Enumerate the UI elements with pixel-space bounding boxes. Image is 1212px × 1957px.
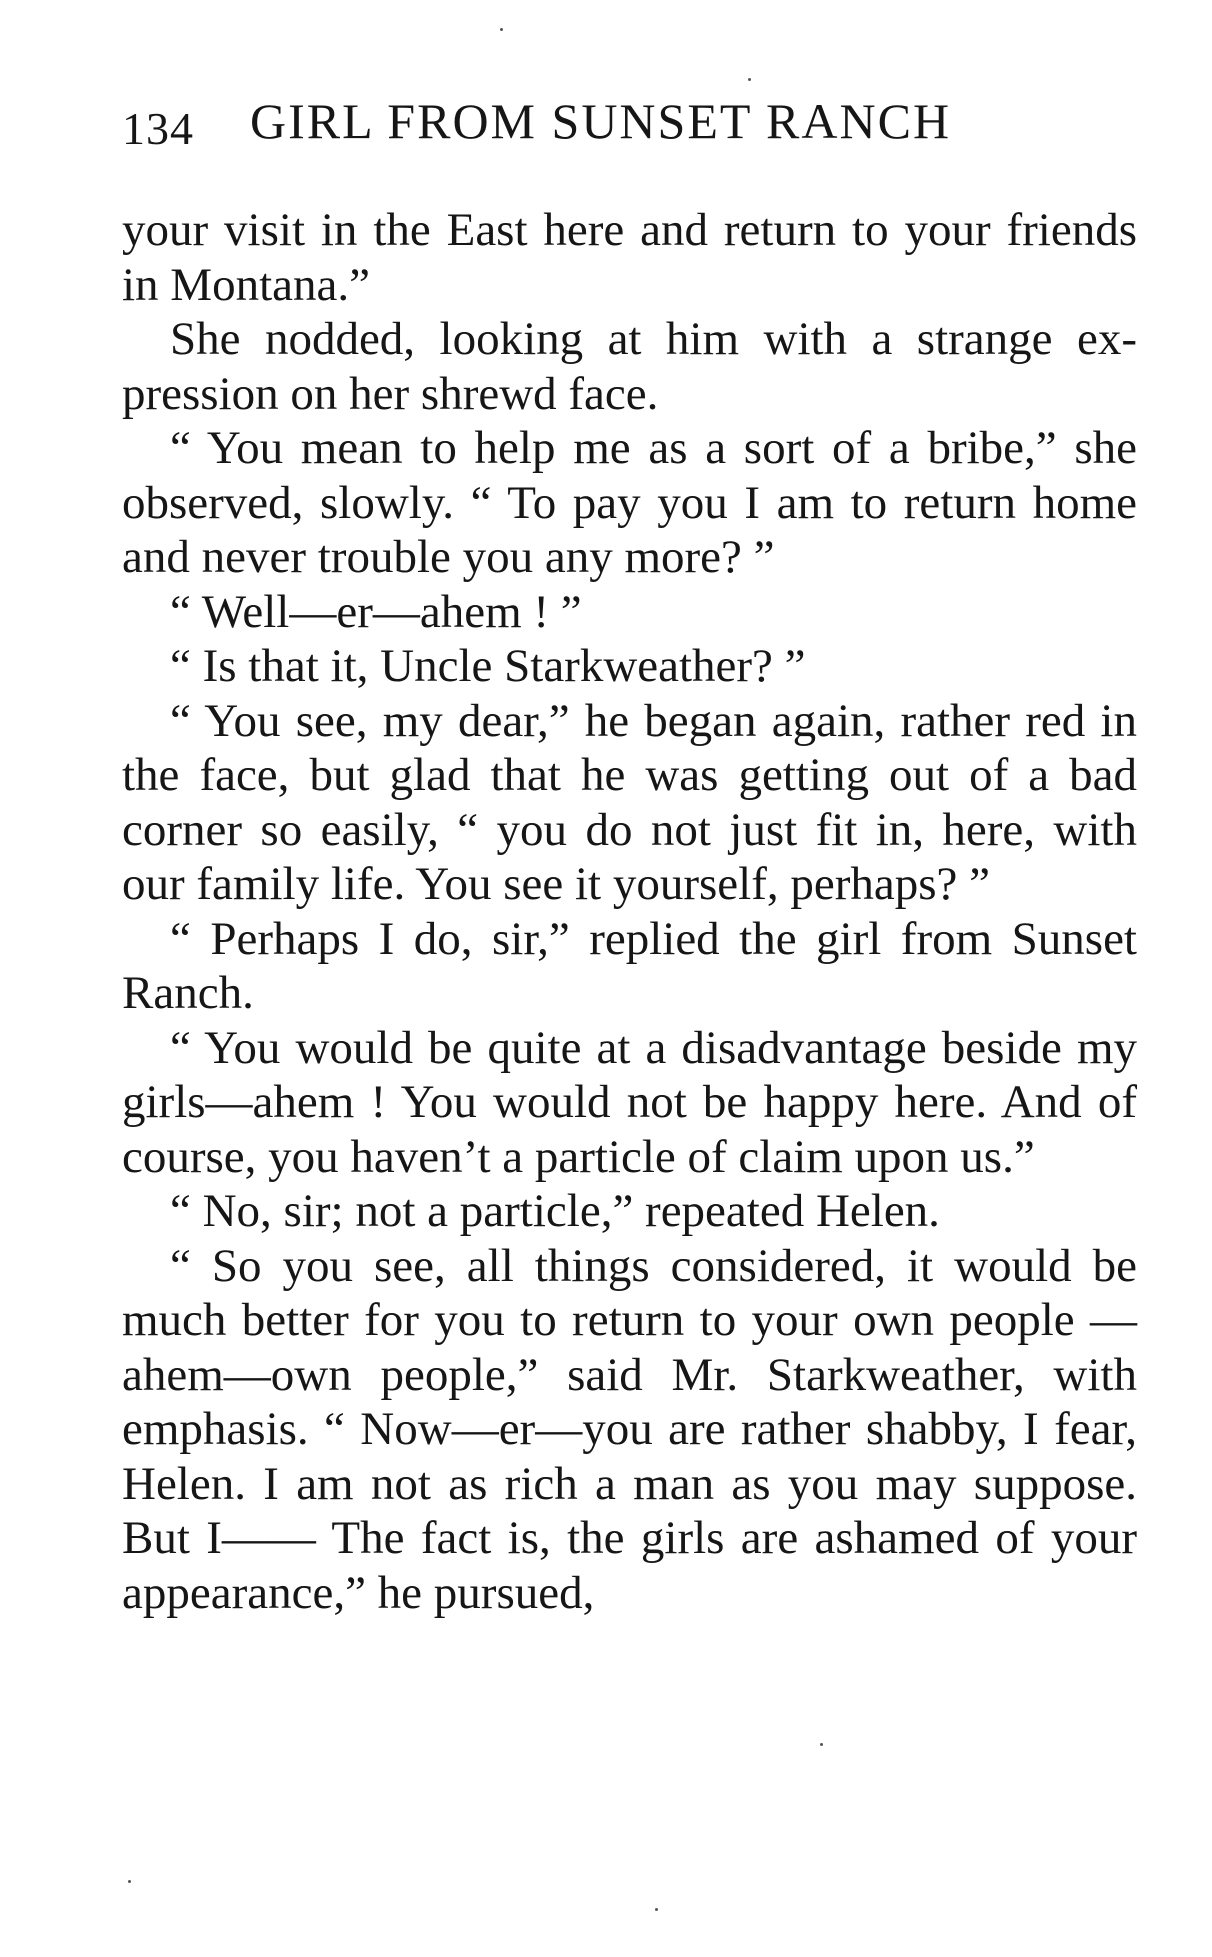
paragraph-continuation: your visit in the East here and return to your friends in Montana.” bbox=[122, 204, 1137, 311]
paragraph: “ You would be quite at a disadvantage beside my girls—ahem ! You would not be happy here. And of course, you haven’t a particle of claim upon us.” bbox=[122, 1021, 1137, 1183]
paper-speck bbox=[128, 1880, 131, 1883]
paragraph: “ So you see, all things considered, it would be much better for you to return to your own people —ahem—own people,” said Mr. Starkweather, with emphasis. “ Now—er—you are rather shabby, I fear, Helen. I am not as rich a man as you may suppose. But I—— The fact is, the girls are ashamed of your appearance,” he pursued, bbox=[122, 1239, 1137, 1619]
paragraph: “ You see, my dear,” he began again, rather red in the face, but glad that he was getting out of a bad corner so easily, “ you do not just fit in, here, with our family life. You see it yourself, perhaps? ” bbox=[122, 694, 1137, 910]
body-text bbox=[122, 203, 1137, 1620]
paragraph: “ Perhaps I do, sir,” replied the girl from Sunset Ranch. bbox=[122, 912, 1137, 1019]
paragraph: “ You mean to help me as a sort of a bribe,” she observed, slowly. “ To pay you I am to return home and never trouble you any more? ” bbox=[122, 422, 1137, 583]
paragraph: “ No, sir; not a particle,” repeated Helen. bbox=[170, 1185, 940, 1237]
paper-speck bbox=[748, 78, 751, 81]
paragraph: She nodded, looking at him with a strange expression on her shrewd face. bbox=[122, 313, 1137, 420]
paragraph: “ Well—er—ahem ! ” bbox=[170, 585, 582, 638]
paper-speck bbox=[820, 1743, 823, 1746]
paper-speck bbox=[500, 28, 503, 31]
running-title: GIRL FROM SUNSET RANCH bbox=[250, 93, 952, 149]
page-header bbox=[122, 92, 1122, 162]
paper-speck bbox=[655, 1908, 658, 1911]
paragraph: “ Is that it, Uncle Starkweather? ” bbox=[170, 640, 806, 692]
page-number: 134 bbox=[122, 103, 194, 154]
